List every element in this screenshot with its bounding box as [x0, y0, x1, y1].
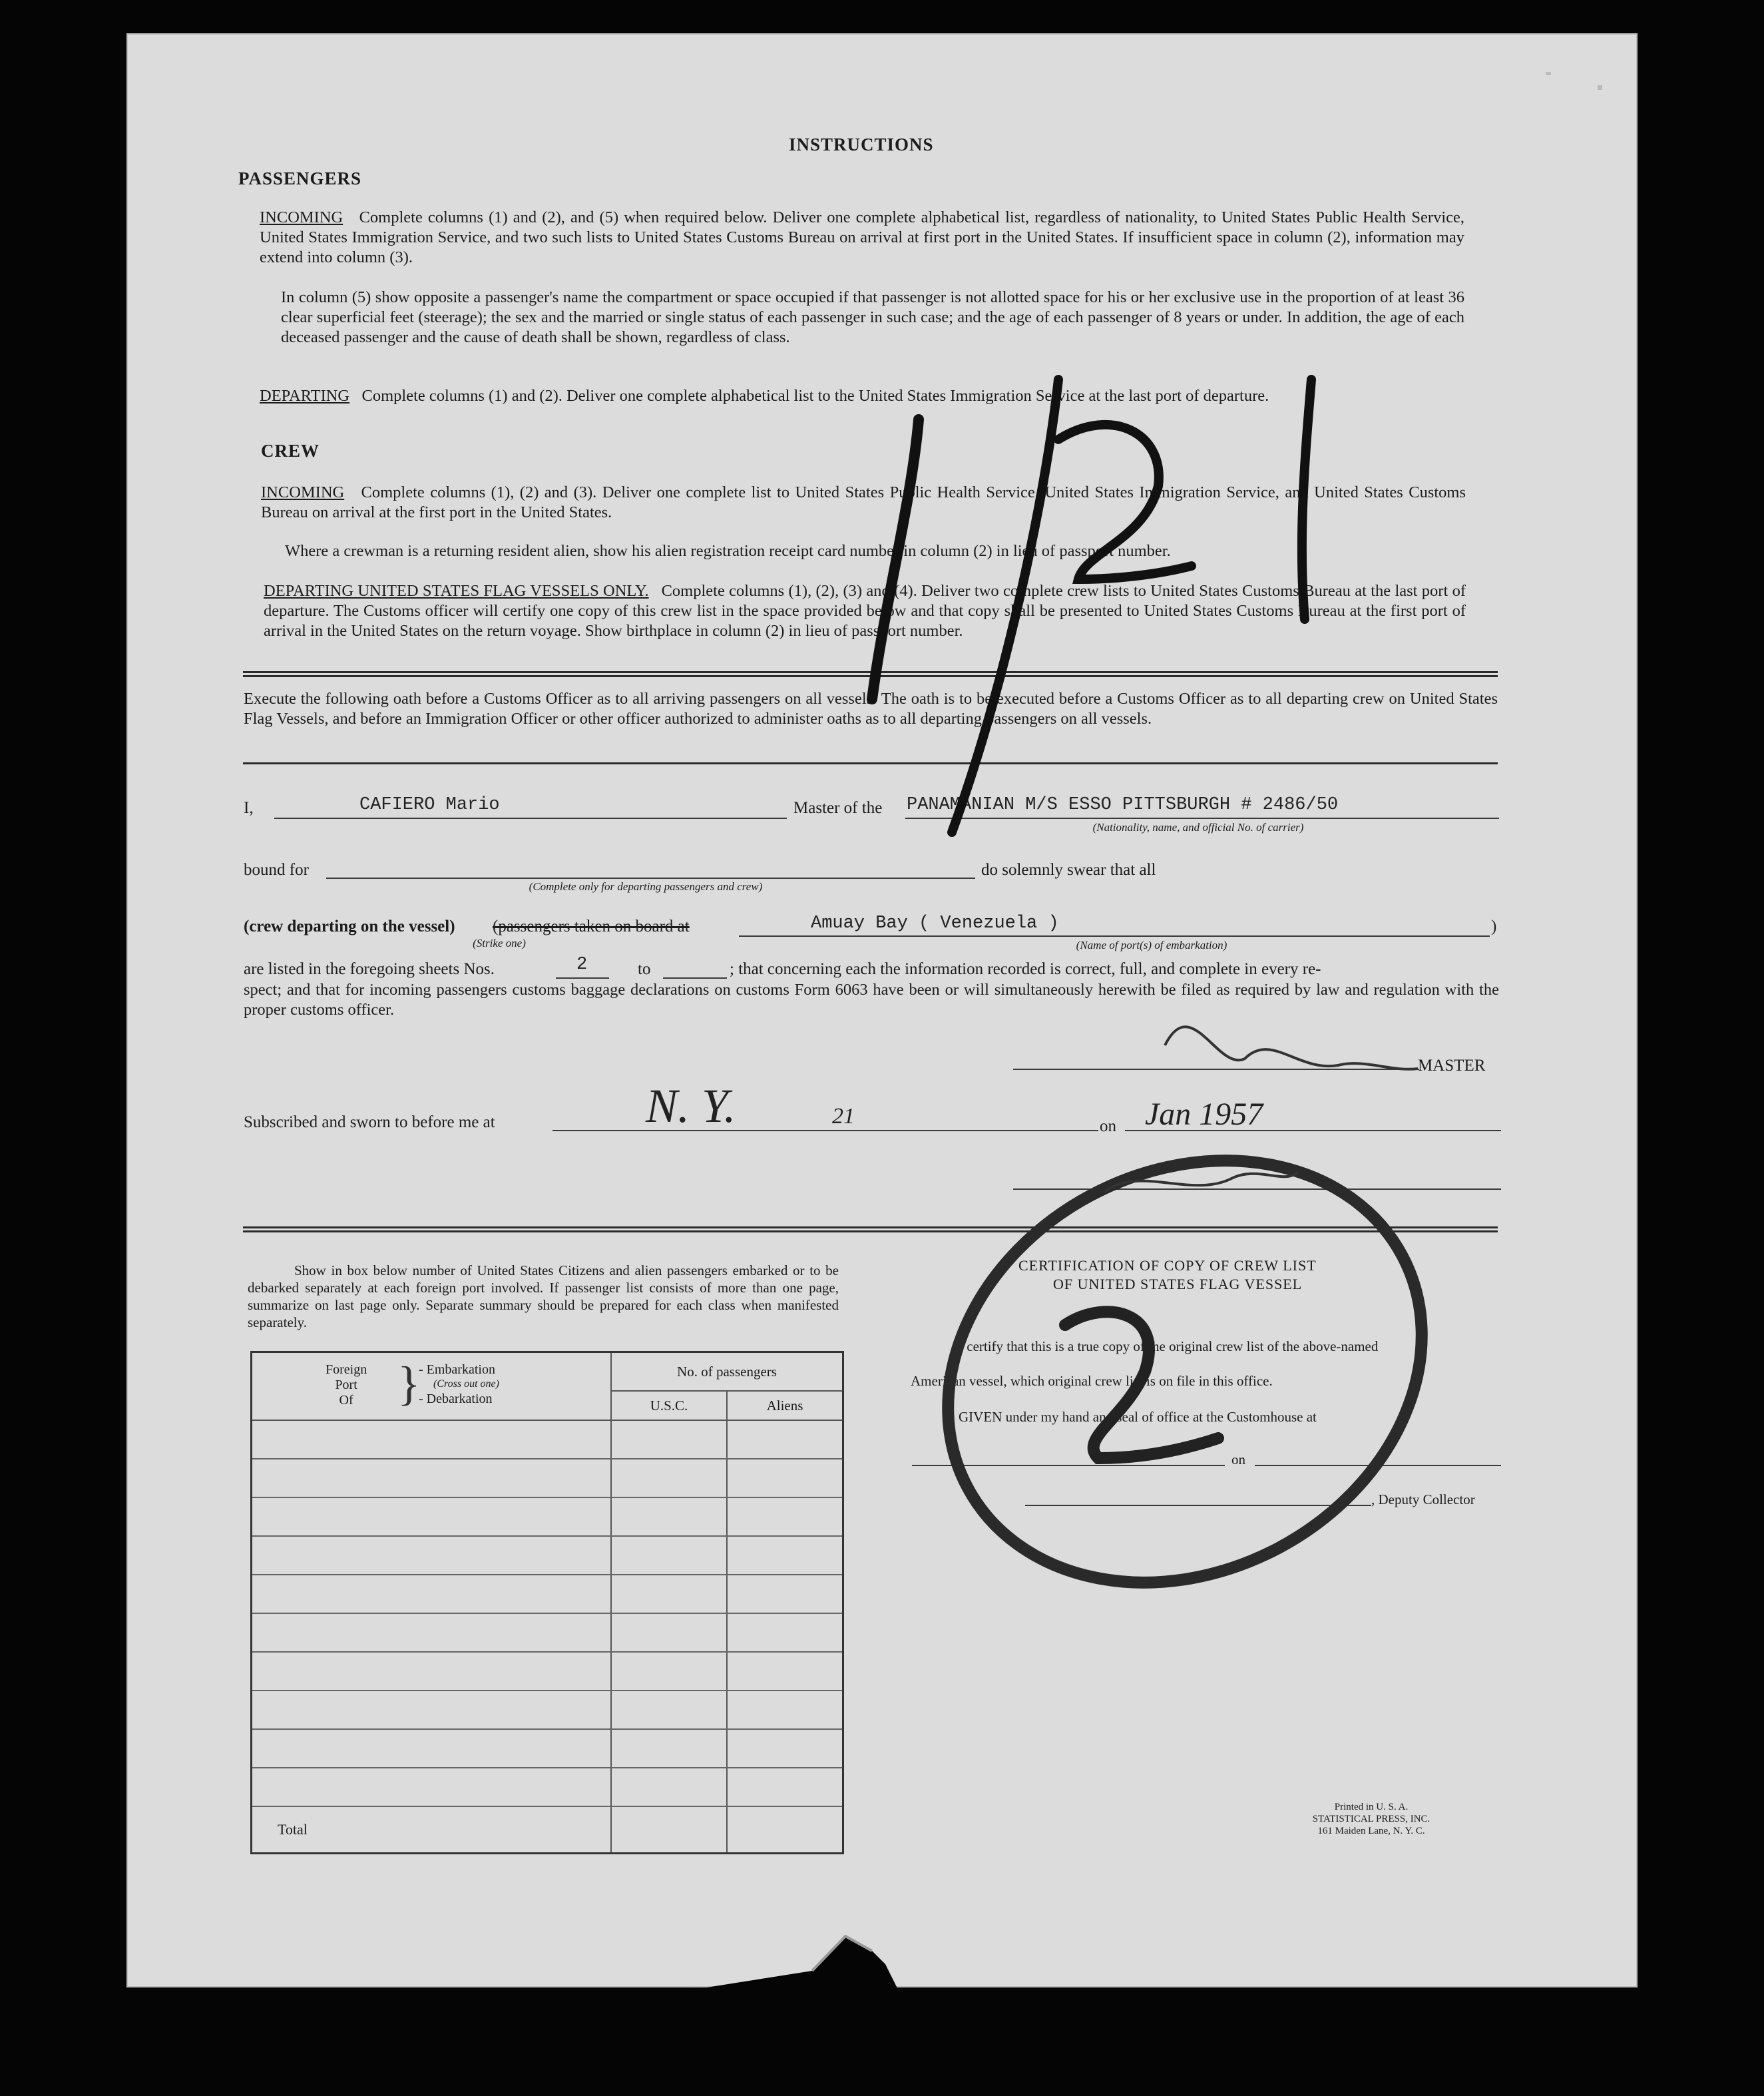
officer-signature-line	[1013, 1188, 1501, 1190]
bound-for-label: bound for	[244, 861, 309, 879]
summary-row	[252, 1536, 843, 1575]
printer-line-3: 161 Maiden Lane, N. Y. C.	[1317, 1826, 1425, 1836]
sheets-to-label: to	[638, 960, 651, 978]
subscribed-label: Subscribed and sworn to before me at	[244, 1113, 495, 1131]
crewman-paragraph: Where a crewman is a returning resident alien, show his alien registration receipt card number in column (2) in lieu of passport number.	[285, 542, 1171, 560]
cross-out-label: (Cross out one)	[433, 1378, 499, 1390]
certification-text-1: I certify that this is a true copy of the original crew list of the above-named	[959, 1338, 1379, 1354]
sheet-from-line	[556, 977, 609, 979]
subscribed-on-label: on	[1100, 1117, 1116, 1135]
vessel-name: PANAMANIAN M/S ESSO PITTSBURGH # 2486/50	[907, 795, 1339, 815]
master-of-label: Master of the	[793, 799, 883, 817]
divider-top	[243, 671, 1498, 673]
summary-row	[252, 1691, 843, 1729]
summary-header-row	[252, 1352, 843, 1392]
scan-speckle	[1598, 85, 1602, 90]
master-name-line	[274, 818, 787, 819]
summary-total-row	[252, 1806, 843, 1853]
divider-bottom-2	[243, 1230, 1498, 1232]
printer-line-1: Printed in U. S. A.	[1334, 1802, 1409, 1812]
printer-imprint	[1285, 1801, 1458, 1837]
crew-incoming-label: INCOMING	[261, 483, 345, 501]
passengers-incoming-text: Complete columns (1) and (2), and (5) when required below. Deliver one complete alphabetical list, regardless of nationality, to United States Public Health Service, United States Immigration Service, and two such lists to United States Customs Bureau on arrival at first port in the United States. If insufficient space in column (2), information may extend into column (3).	[260, 208, 1465, 266]
total-label: Total	[252, 1806, 612, 1853]
column5-paragraph: In column (5) show opposite a passenger's name the compartment or space occupied if that passenger is not allotted space for his or her exclusive use in the proportion of at least 36 clear superficial feet (steerage); the sex and the married or single status of each passenger in such case; and the age of each passenger of 8 years or under. In addition, the age of each deceased passenger and the cause of death shall be shown, regardless of class.	[281, 288, 1464, 346]
embarkation-label: - Embarkation	[419, 1362, 495, 1377]
summary-row	[252, 1613, 843, 1652]
scan-speckle	[1546, 72, 1551, 75]
passengers-incoming-paragraph	[260, 208, 1464, 268]
passengers-departing-text: Complete columns (1) and (2). Deliver one complete alphabetical list to the United States Immigration Service at the last port of departure.	[361, 387, 1269, 405]
master-label: MASTER	[1418, 1057, 1486, 1075]
summary-row	[252, 1768, 843, 1806]
summary-row	[252, 1459, 843, 1497]
crew-incoming-paragraph	[261, 483, 1466, 523]
printer-line-2: STATISTICAL PRESS, INC.	[1312, 1814, 1431, 1824]
deputy-collector-label: , Deputy Collector	[1371, 1491, 1475, 1507]
crew-departing-label: (crew departing on the vessel)	[244, 917, 455, 935]
port-close-paren: )	[1491, 917, 1497, 935]
passengers-incoming-label: INCOMING	[260, 208, 343, 226]
bound-for-caption: (Complete only for departing passengers and crew)	[529, 880, 763, 893]
divider-oath	[243, 762, 1498, 764]
form-page	[126, 33, 1638, 1987]
vessel-caption: (Nationality, name, and official No. of carrier)	[1092, 821, 1304, 834]
port-name: Amuay Bay ( Venezuela )	[811, 914, 1059, 933]
passengers-heading: PASSENGERS	[238, 168, 362, 188]
crew-incoming-text: Complete columns (1), (2) and (3). Deliver one complete list to United States Public Health Service, United States Immigration Service, and United States Customs Bureau on arrival at the first port in the United States.	[261, 483, 1466, 521]
foreign-port-header	[252, 1352, 612, 1421]
crew-heading: CREW	[261, 441, 320, 461]
sheet-from: 2	[576, 955, 588, 975]
summary-row	[252, 1575, 843, 1613]
departing-flag-label: DEPARTING UNITED STATES FLAG VESSELS ONLY.	[264, 582, 649, 600]
swear-text: do solemnly swear that all	[981, 861, 1156, 879]
port-caption: (Name of port(s) of embarkation)	[1076, 939, 1227, 951]
brace: }	[397, 1357, 421, 1410]
passenger-summary-table	[250, 1351, 844, 1854]
sheets-line2: spect; and that for incoming passengers customs baggage declarations on customs Form 6063 have been or will simultaneously herewith be filed as required by law and regulation with the proper customs officer.	[244, 981, 1499, 1019]
departing-flag-paragraph	[264, 581, 1466, 641]
debarkation-label: - Debarkation	[419, 1392, 493, 1406]
deputy-line	[1025, 1505, 1371, 1506]
strike-caption: (Strike one)	[473, 937, 526, 949]
aliens-header: Aliens	[727, 1391, 843, 1420]
handwritten-date: Jan 1957	[1145, 1097, 1263, 1132]
sheets-prefix: are listed in the foregoing sheets Nos.	[244, 960, 495, 978]
oath-i-label: I,	[244, 799, 254, 817]
certification-text-2: American vessel, which original crew list is on file in this office.	[911, 1373, 1273, 1389]
certification-title-1: CERTIFICATION OF COPY OF CREW LIST	[1018, 1257, 1317, 1274]
handwritten-day: 21	[832, 1104, 855, 1129]
departing-flag-text: Complete columns (1), (2), (3) and (4). Deliver two complete crew lists to United States Customs Bureau at the last port of departure. The Customs officer will certify one copy of this crew list in the space provided below and that copy shall be presented to United States Customs Bureau at the first port of arrival in the United States on the return voyage. Show birthplace in column (2) in lieu of passport number.	[264, 582, 1466, 640]
bound-for-line	[326, 878, 975, 879]
torn-paper-edge	[686, 1858, 952, 1991]
of-label: Of	[339, 1393, 353, 1408]
subscribed-place-line	[552, 1130, 1098, 1131]
instructions-title: INSTRUCTIONS	[789, 134, 934, 154]
sheet-to-line	[663, 977, 727, 979]
master-name: CAFIERO Mario	[359, 795, 500, 815]
port-label: Port	[335, 1378, 357, 1392]
divider-bottom	[243, 1226, 1498, 1228]
port-line	[739, 935, 1490, 937]
customhouse-line	[912, 1465, 1225, 1466]
summary-row	[252, 1652, 843, 1691]
usc-header: U.S.C.	[611, 1391, 727, 1420]
summary-row	[252, 1420, 843, 1459]
master-signature-line	[1013, 1069, 1419, 1070]
passengers-departing-paragraph	[260, 386, 1464, 406]
passengers-struck-text: (passengers taken on board at	[493, 917, 690, 935]
summary-instructions: Show in box below number of United States Citizens and alien passengers embarked or to be debarked separately at each foreign port involved. If passenger list consists of more than one page, summarize on last page only. Separate summary should be prepared for each class when manifested separately.	[248, 1262, 839, 1330]
vessel-line	[905, 818, 1499, 819]
sheets-rest: ; that concerning each the information recorded is correct, full, and complete in every re-	[730, 960, 1321, 978]
handwritten-place: N. Y.	[646, 1079, 736, 1133]
certification-date-line	[1255, 1465, 1501, 1466]
passengers-departing-label: DEPARTING	[260, 387, 350, 405]
no-passengers-header: No. of passengers	[611, 1352, 843, 1392]
foreign-label: Foreign	[326, 1362, 367, 1377]
summary-row	[252, 1497, 843, 1536]
oath-intro: Execute the following oath before a Customs Officer as to all arriving passengers on all vessels. The oath is to be executed before a Customs Officer as to all departing crew on United States Flag Vessels, and before an Immigration Officer or other officer authorized to administer oaths as to all departing passengers on all vessels.	[244, 690, 1498, 728]
divider-top-2	[243, 675, 1498, 677]
certification-title-2: OF UNITED STATES FLAG VESSEL	[1053, 1276, 1303, 1292]
certification-text-3: GIVEN under my hand and seal of office at the Customhouse at	[959, 1409, 1317, 1425]
certification-on-label: on	[1231, 1451, 1245, 1467]
summary-row	[252, 1729, 843, 1768]
